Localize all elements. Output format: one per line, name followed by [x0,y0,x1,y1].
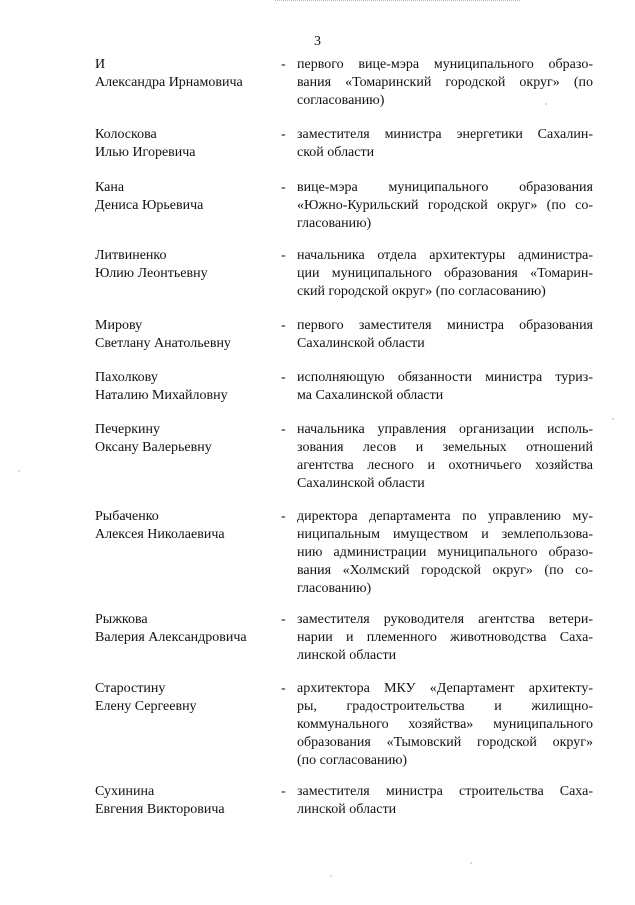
dash-separator: - [281,509,286,524]
person-name [95,317,275,353]
position-description-line: ниципальным имуществом и землепользова- [297,527,593,542]
person-name [95,179,275,215]
person-name-line: Сухинина [95,784,155,799]
position-description-line: Сахалинской области [297,336,425,351]
person-name [95,783,275,819]
dash-separator: - [281,318,286,333]
position-description-line: «Южно-Курильский городской округ» (по со- [297,198,593,213]
person-name [95,508,275,544]
position-description-line: директора департамента по управлению му- [297,509,593,524]
position-description [297,317,593,353]
position-description [297,369,593,405]
person-name-line: Елену Сергеевну [95,699,197,714]
position-description [297,179,593,233]
position-description-line: нарии и племенного животноводства Саха- [297,630,593,645]
position-description-line: вания «Холмский городской округ» (по со- [297,563,593,578]
position-description [297,56,593,110]
position-description [297,508,593,598]
scan-speck [18,470,20,472]
person-name-line: Колоскова [95,127,157,142]
position-description-line: исполняющую обязанности министра туриз- [297,370,593,385]
position-description-line: ры, градостроительства и жилищно- [297,699,593,714]
dash-separator: - [281,248,286,263]
scan-speck [545,103,547,105]
person-name [95,421,275,457]
person-name-line: Светлану Анатольевну [95,336,231,351]
dash-separator: - [281,681,286,696]
person-name-line: Рыбаченко [95,509,159,524]
position-description-line: вания «Томаринский городской округ» (по [297,75,593,90]
position-description-line: линской области [297,802,397,817]
position-description-line: Сахалинской области [297,476,425,491]
position-description [297,247,593,301]
scan-speck [330,875,332,877]
person-name-line: Юлию Леонтьевну [95,266,208,281]
position-description [297,611,593,665]
person-name [95,126,275,162]
position-description-line: вице-мэра муниципального образования [297,180,593,195]
person-name-line: Дениса Юрьевича [95,198,204,213]
top-divider [275,0,520,2]
person-name-line: Алексея Николаевича [95,527,225,542]
person-name-line: Пахолкову [95,370,158,385]
position-description-line: агентства лесного и охотничьего хозяйства [297,458,593,473]
dash-separator: - [281,422,286,437]
position-description-line: заместителя министра строительства Саха- [297,784,593,799]
person-name-line: И [95,57,106,72]
position-description-line: коммунального хозяйства» муниципального [297,717,593,732]
dash-separator: - [281,57,286,72]
position-description-line: гласованию) [297,216,372,231]
person-name-line: Литвиненко [95,248,167,263]
position-description-line: гласованию) [297,581,372,596]
person-name-line: Оксану Валерьевну [95,440,212,455]
person-name [95,680,275,716]
position-description-line: ский городской округ» (по согласованию) [297,284,546,299]
scan-speck [612,418,614,420]
dash-separator: - [281,127,286,142]
position-description-line: образования «Тымовский городской округ» [297,735,593,750]
person-name [95,369,275,405]
position-description-line: первого заместителя министра образования [297,318,593,333]
dash-separator: - [281,370,286,385]
scan-speck [470,862,472,864]
position-description-line: заместителя руководителя агентства ветери- [297,612,593,627]
person-name-line: Валерия Александровича [95,630,247,645]
dash-separator: - [281,180,286,195]
person-name [95,611,275,647]
position-description-line: (по согласованию) [297,753,408,768]
page-number: 3 [314,34,321,49]
position-description-line: ма Сахалинской области [297,388,444,403]
position-description-line: нию администрации муниципального образо- [297,545,593,560]
dash-separator: - [281,612,286,627]
person-name-line: Александра Ирнамовича [95,75,243,90]
position-description-line: начальника управления организации исполь- [297,422,593,437]
position-description-line: согласованию) [297,93,385,108]
dash-separator: - [281,784,286,799]
position-description [297,680,593,770]
person-name-line: Рыжкова [95,612,148,627]
position-description [297,783,593,819]
person-name-line: Печеркину [95,422,161,437]
person-name-line: Старостину [95,681,166,696]
person-name-line: Наталию Михайловну [95,388,228,403]
position-description-line: архитектора МКУ «Департамент архитекту- [297,681,593,696]
person-name [95,56,275,92]
position-description [297,421,593,493]
position-description-line: ской области [297,145,375,160]
position-description-line: зования лесов и земельных отношений [297,440,593,455]
position-description-line: ции муниципального образования «Томарин- [297,266,593,281]
person-name [95,247,275,283]
person-name-line: Илью Игоревича [95,145,196,160]
position-description-line: первого вице-мэра муниципального образо- [297,57,593,72]
position-description [297,126,593,162]
position-description-line: начальника отдела архитектуры администра- [297,248,593,263]
person-name-line: Кана [95,180,125,195]
position-description-line: заместителя министра энергетики Сахалин- [297,127,593,142]
person-name-line: Евгения Викторовича [95,802,225,817]
position-description-line: линской области [297,648,397,663]
person-name-line: Мирову [95,318,143,333]
